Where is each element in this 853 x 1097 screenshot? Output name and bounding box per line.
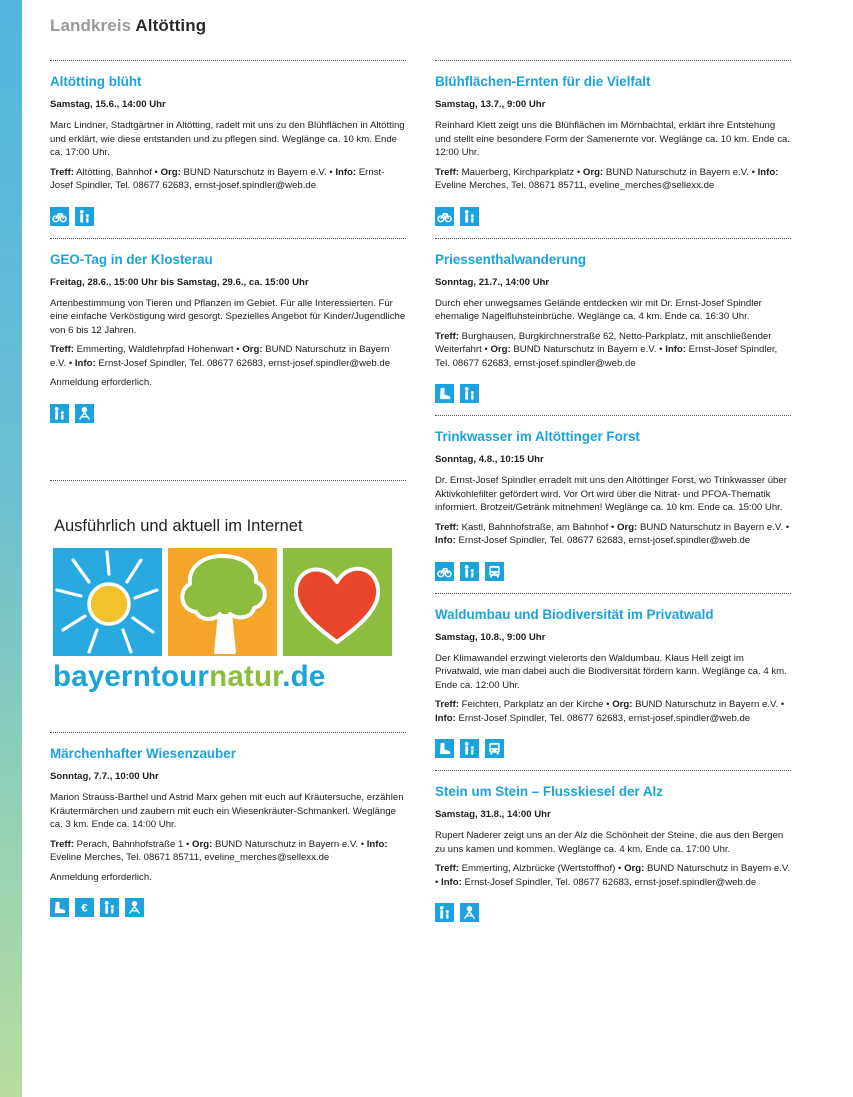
meeting-point-label: Treff: xyxy=(435,330,459,342)
meeting-point: Emmerting, Alzbrücke (Wertstoffhof) xyxy=(461,863,616,874)
event-title[interactable]: Waldumbau und Biodiversität im Privatwald xyxy=(435,606,714,622)
event-card xyxy=(435,593,791,759)
contact-info: Ernst-Josef Spindler, Tel. 08677 62683, ernst-josef.spindler@web.de xyxy=(458,535,751,546)
promo-url-part3: .de xyxy=(282,660,326,693)
promo-headline: Ausführlich und aktuell im Internet xyxy=(54,517,303,535)
heart-tile xyxy=(283,548,392,656)
organizer-label: Org: xyxy=(612,699,633,710)
event-title[interactable]: Märchenhafter Wiesenzauber xyxy=(50,746,236,761)
bicycle-icon xyxy=(435,562,454,581)
organizer: BUND Naturschutz in Bayern e.V. xyxy=(605,166,749,178)
event-description: Dr. Ernst-Josef Spindler erradelt mit uns den Altöttinger Forst, wo Trinkwasser über Aktivkohlefilter gefördert wird. Vor Ort wird über die Nitrat- und PFOA-Thematik informiert. Brotzeit/Getränk mitnehmen! Weglänge ca. 10 km. Ende ca. 15:00 Uhr. xyxy=(435,475,787,513)
meeting-point-label: Treff: xyxy=(435,521,459,533)
sun-illustration xyxy=(53,548,162,656)
page-header xyxy=(50,16,206,36)
heart-illustration xyxy=(283,548,392,656)
svg-text:€: € xyxy=(81,902,88,915)
event-description: Rupert Naderer zeigt uns an der Alz die Schönheit der Steine, die aus den Bergen zu uns kamen und kommen. Weglänge ca. 4 km. Ende ca. 17:00 Uhr. xyxy=(435,830,784,855)
family-icon xyxy=(435,903,454,922)
event-meeting-info: Treff: Burghausen, Burgkirchnerstraße 62, Netto-Parkplatz, mit anschließender Weiterfahrt • Org: BUND Naturschutz in Bayern e.V. • Info: Ernst-Josef Spindler, Tel. 08677 62683, ernst-josef.spindler@web.de xyxy=(435,330,778,369)
contact-info: Ernst-Josef Spindler, Tel. 08677 62683, ernst-josef.spindler@web.de xyxy=(458,712,751,724)
event-meeting-info: Treff: Kastl, Bahnhofstraße, am Bahnhof • Org: BUND Naturschutz in Bayern e.V. • Info: Ernst-Josef Spindler, Tel. 08677 62683, ernst-josef.spindler@web.de xyxy=(435,521,790,546)
meeting-point: Emmerting, Waldlehrpfad Hohenwart xyxy=(76,344,234,355)
contact-info: Ernst-Josef Spindler, Tel. 08677 62683, ernst-josef.spindler@web.de xyxy=(464,876,757,888)
event-date: Sonntag, 4.8., 10:15 Uhr xyxy=(435,454,544,465)
meeting-point-label: Treff: xyxy=(435,863,459,874)
event-icons xyxy=(435,903,791,922)
contact-info: Ernst-Josef Spindler, Tel. 08677 62683, ernst-josef.spindler@web.de xyxy=(98,357,391,369)
tree-tile xyxy=(168,548,277,656)
promo-url-part2: natur xyxy=(209,660,283,693)
meeting-point-label: Treff: xyxy=(435,699,459,710)
organizer: BUND Naturschutz in Bayern e.V. xyxy=(183,166,327,178)
promo-url-link[interactable] xyxy=(53,660,325,694)
event-icons xyxy=(50,404,406,423)
event-card xyxy=(435,60,791,226)
meeting-point: Perach, Bahnhofstraße 1 xyxy=(76,838,184,850)
event-description: Marc Lindner, Stadtgärtner in Altötting, radelt mit uns zu den Blühflächen in Altötting und erklärt, wie diese entstanden und zu pflegen sind. Weglänge ca. 10 km. Ende ca. 17:00 Uhr. xyxy=(50,120,405,158)
family-icon xyxy=(100,898,119,917)
event-title[interactable]: GEO-Tag in der Klosterau xyxy=(50,251,213,267)
bicycle-icon xyxy=(435,207,454,226)
boot-icon xyxy=(50,898,69,917)
contact-info-label: Info: xyxy=(335,166,357,178)
event-title[interactable]: Blühflächen-Ernten für die Vielfalt xyxy=(435,74,651,89)
contact-info-label: Info: xyxy=(441,876,462,888)
event-date: Sonntag, 21.7., 14:00 Uhr xyxy=(435,276,550,288)
contact-info: Ernst-Josef Spindler, Tel. 08677 62683, ernst-josef.spindler@web.de xyxy=(435,344,778,369)
organizer-label: Org: xyxy=(242,344,263,355)
contact-info: Ernst-Josef Spindler, Tel. 08677 62683, ernst-josef.spindler@web.de xyxy=(50,166,385,191)
organizer-label: Org: xyxy=(617,521,638,533)
meeting-point-label: Treff: xyxy=(50,838,74,850)
right-column xyxy=(435,60,791,934)
left-column-lower xyxy=(50,732,406,929)
side-color-stripe xyxy=(0,0,22,1097)
contact-info-label: Info: xyxy=(74,357,96,369)
contact-info-label: Info: xyxy=(435,535,456,546)
sun-tile xyxy=(53,548,162,656)
child-icon xyxy=(125,898,144,917)
event-description: Artenbestimmung von Tieren und Pflanzen im Gebiet. Für alle Interessierten. Für eine einfache Verköstigung wird gesorgt. Spezielles Angebot für Kinder/Jugendliche von 6 bis 12 Jahren. xyxy=(50,297,406,336)
event-date: Sonntag, 7.7., 10:00 Uhr xyxy=(50,771,159,782)
family-icon xyxy=(460,207,479,226)
meeting-point: Kastl, Bahnhofstraße, am Bahnhof xyxy=(461,521,609,533)
event-description: Marion Strauss-Barthel und Astrid Marx gehen mit euch auf Kräutersuche, erzählen Kräutermärchen und zaubern mit euch ein Wiesenkräuter-Schmankerl. Weglänge ca. 3 km. Ende ca. 14:00 Uhr. xyxy=(50,792,404,830)
event-date: Samstag, 15.6., 14:00 Uhr xyxy=(50,99,166,110)
organizer: BUND Naturschutz in Bayern e.V. xyxy=(647,863,791,874)
bus-icon xyxy=(485,739,504,758)
meeting-point: Altötting, Bahnhof xyxy=(76,166,152,178)
organizer: BUND Naturschutz in Bayern e.V. xyxy=(513,344,657,355)
promo-url-part1: bayerntour xyxy=(53,660,210,693)
organizer-label: Org: xyxy=(582,166,604,178)
event-description: Der Klimawandel erzwingt vielerorts den Waldumbau. Klaus Hell zeigt im Privatwald, wie man dabei auch die Biodiversität fördern kann. Weglänge ca. 4 km. Ende ca. 12:00 Uhr. xyxy=(435,652,787,691)
event-meeting-info: Treff: Perach, Bahnhofstraße 1 • Org: BUND Naturschutz in Bayern e.V. • Info: Eveline Merches, Tel. 08671 85711, eveline_merches@sellexx.de xyxy=(50,838,388,863)
event-note: Anmeldung erforderlich. xyxy=(50,871,152,883)
event-meeting-info: Treff: Emmerting, Waldlehrpfad Hohenwart • Org: BUND Naturschutz in Bayern e.V. • Info: Ernst-Josef Spindler, Tel. 08677 62683, ernst-josef.spindler@web.de xyxy=(50,344,391,369)
meeting-point-label: Treff: xyxy=(50,166,74,178)
event-card xyxy=(50,60,406,226)
contact-info-label: Info: xyxy=(435,712,456,724)
event-icons xyxy=(435,562,791,581)
bus-icon xyxy=(485,562,504,581)
event-icons xyxy=(50,898,406,917)
family-icon xyxy=(50,404,69,423)
meeting-point-label: Treff: xyxy=(50,344,74,355)
euro-icon xyxy=(75,898,94,917)
event-card xyxy=(50,732,406,917)
organizer-label: Org: xyxy=(160,166,181,178)
bicycle-icon xyxy=(50,207,69,226)
event-title[interactable]: Priessenthalwanderung xyxy=(435,251,587,267)
event-note: Anmeldung erforderlich. xyxy=(50,377,152,388)
event-title[interactable]: Trinkwasser im Altöttinger Forst xyxy=(435,429,640,444)
event-icons xyxy=(435,739,791,758)
organizer: BUND Naturschutz in Bayern e.V. xyxy=(635,699,779,710)
organizer-label: Org: xyxy=(490,344,511,355)
tree-illustration xyxy=(168,548,277,656)
contact-info: Eveline Merches, Tel. 08671 85711, eveline_merches@sellexx.de xyxy=(435,180,715,191)
contact-info-label: Info: xyxy=(665,344,686,355)
meeting-point: Burghausen, Burgkirchnerstraße 62, Netto-Parkplatz, mit anschließender Weiterfahrt xyxy=(435,330,772,355)
event-title[interactable]: Stein um Stein – Flusskiesel der Alz xyxy=(435,784,663,799)
family-icon xyxy=(75,207,94,226)
meeting-point: Mauerberg, Kirchparkplatz xyxy=(461,166,575,178)
organizer: BUND Naturschutz in Bayern e.V. xyxy=(50,344,390,369)
event-title[interactable]: Altötting blüht xyxy=(50,74,142,89)
left-column xyxy=(50,60,406,435)
region-prefix: Landkreis xyxy=(50,16,132,35)
child-icon xyxy=(460,903,479,922)
organizer-label: Org: xyxy=(192,838,213,850)
event-date: Freitag, 28.6., 15:00 Uhr bis Samstag, 29.6., ca. 15:00 Uhr xyxy=(50,276,309,288)
event-date: Samstag, 10.8., 9:00 Uhr xyxy=(435,631,546,643)
organizer: BUND Naturschutz in Bayern e.V. xyxy=(214,838,359,850)
event-icons xyxy=(50,207,406,226)
contact-info-label: Info: xyxy=(366,838,388,850)
organizer-label: Org: xyxy=(624,863,645,874)
event-meeting-info: Treff: Altötting, Bahnhof • Org: BUND Naturschutz in Bayern e.V. • Info: Ernst-Josef Spindler, Tel. 08677 62683, ernst-josef.spindler@web.de xyxy=(50,166,385,191)
event-date: Samstag, 13.7., 9:00 Uhr xyxy=(435,99,546,110)
internet-promo xyxy=(50,480,406,693)
region-name: Altötting xyxy=(135,16,207,35)
event-card xyxy=(50,238,406,423)
contact-info-label: Info: xyxy=(757,166,779,178)
family-icon xyxy=(460,562,479,581)
promo-tiles[interactable] xyxy=(53,548,392,656)
meeting-point: Feichten, Parkplatz an der Kirche xyxy=(461,699,604,710)
boot-icon xyxy=(435,384,454,403)
contact-info: Eveline Merches, Tel. 08671 85711, eveline_merches@sellexx.de xyxy=(50,852,330,863)
event-icons xyxy=(435,384,791,403)
event-card xyxy=(435,415,791,581)
event-meeting-info: Treff: Feichten, Parkplatz an der Kirche • Org: BUND Naturschutz in Bayern e.V. • Info: Ernst-Josef Spindler, Tel. 08677 62683, ernst-josef.spindler@web.de xyxy=(435,699,785,724)
event-meeting-info: Treff: Mauerberg, Kirchparkplatz • Org: BUND Naturschutz in Bayern e.V. • Info: Eveline Merches, Tel. 08671 85711, eveline_merches@sellexx.de xyxy=(435,166,779,191)
family-icon xyxy=(460,739,479,758)
event-date: Samstag, 31.8., 14:00 Uhr xyxy=(435,809,551,820)
meeting-point-label: Treff: xyxy=(435,166,459,178)
boot-icon xyxy=(435,739,454,758)
event-description: Durch eher unwegsames Gelände entdecken wir mit Dr. Ernst-Josef Spindler ehemalige Nagelfluhsteinbrüche. Weglänge ca. 4 km. Ende ca. 16:30 Uhr. xyxy=(435,297,762,322)
family-icon xyxy=(460,384,479,403)
event-icons xyxy=(435,207,791,226)
event-description: Reinhard Klett zeigt uns die Blühflächen im Mörnbachtal, erklärt ihre Entstehung und stellt eine besondere Form der Samenernte vor. Weglänge ca. 10 km. Ende ca. 12:00 Uhr. xyxy=(435,120,790,158)
organizer: BUND Naturschutz in Bayern e.V. xyxy=(639,521,784,533)
event-card xyxy=(435,770,791,922)
child-icon xyxy=(75,404,94,423)
event-card xyxy=(435,238,791,404)
event-meeting-info: Treff: Emmerting, Alzbrücke (Wertstoffhof) • Org: BUND Naturschutz in Bayern e.V. • Info: Ernst-Josef Spindler, Tel. 08677 62683, ernst-josef.spindler@web.de xyxy=(435,863,791,888)
